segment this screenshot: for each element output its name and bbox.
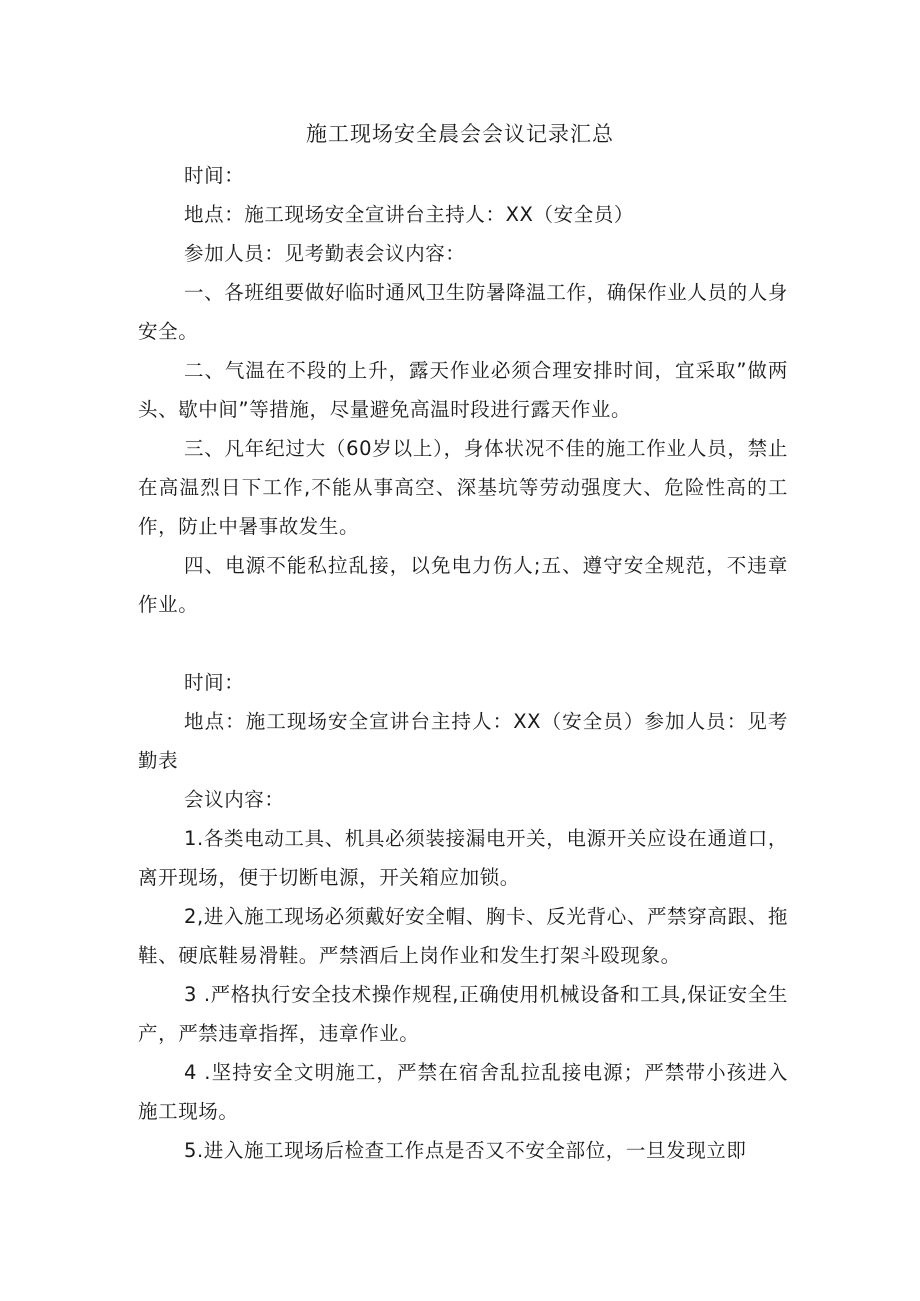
section1-item-3: 三、凡年纪过大（60岁以上），身体状况不佳的施工作业人员，禁止在高温烈日下工作,不能从事高空、深基坑等劳动强度大、危险性高的工作，防止中暑事故发生。 (138, 437, 788, 538)
section1-location: 地点：施工现场安全宣讲台主持人：XX（安全员） (184, 203, 635, 226)
section2-content-label: 会议内容： (184, 788, 285, 811)
section2-item-2: 2,进入施工现场必须戴好安全帽、胸卡、反光背心、严禁穿高跟、拖鞋、硬底鞋易滑鞋。严禁酒后上岗作业和发生打架斗殴现象。 (138, 905, 788, 967)
section2-item-1: 1.各类电动工具、机具必须装接漏电开关，电源开关应设在通道口，离开现场，便于切断电源，开关箱应加锁。 (138, 827, 788, 889)
section1-item-1: 一、各班组要做好临时通风卫生防暑降温工作，确保作业人员的人身安全。 (138, 281, 788, 343)
section2-item-5: 5.进入施工现场后检查工作点是否又不安全部位，一旦发现立即 (184, 1139, 747, 1162)
section1-item-2: 二、气温在不段的上升，露天作业必须合理安排时间，宜采取”做两头、歇中间”等措施，尽量避免高温时段进行露天作业。 (138, 359, 788, 421)
section2-location: 地点：施工现场安全宣讲台主持人：XX（安全员）参加人员：见考勤表 (138, 710, 788, 772)
section1-participants: 参加人员：见考勤表会议内容： (184, 242, 466, 265)
document-title: 施工现场安全晨会会议记录汇总 (306, 122, 614, 146)
section2-item-4: 4 .坚持安全文明施工，严禁在宿舍乱拉乱接电源；严禁带小孩进入施工现场。 (138, 1061, 788, 1123)
section1-item-4: 四、电源不能私拉乱接，以免电力伤人;五、遵守安全规范，不违章作业。 (138, 554, 788, 616)
section2-item-3: 3 .严格执行安全技术操作规程,正确使用机械设备和工具,保证安全生产，严禁违章指挥，违章作业。 (138, 983, 788, 1045)
section2-time: 时间： (184, 671, 245, 694)
section1-time: 时间： (184, 164, 245, 187)
